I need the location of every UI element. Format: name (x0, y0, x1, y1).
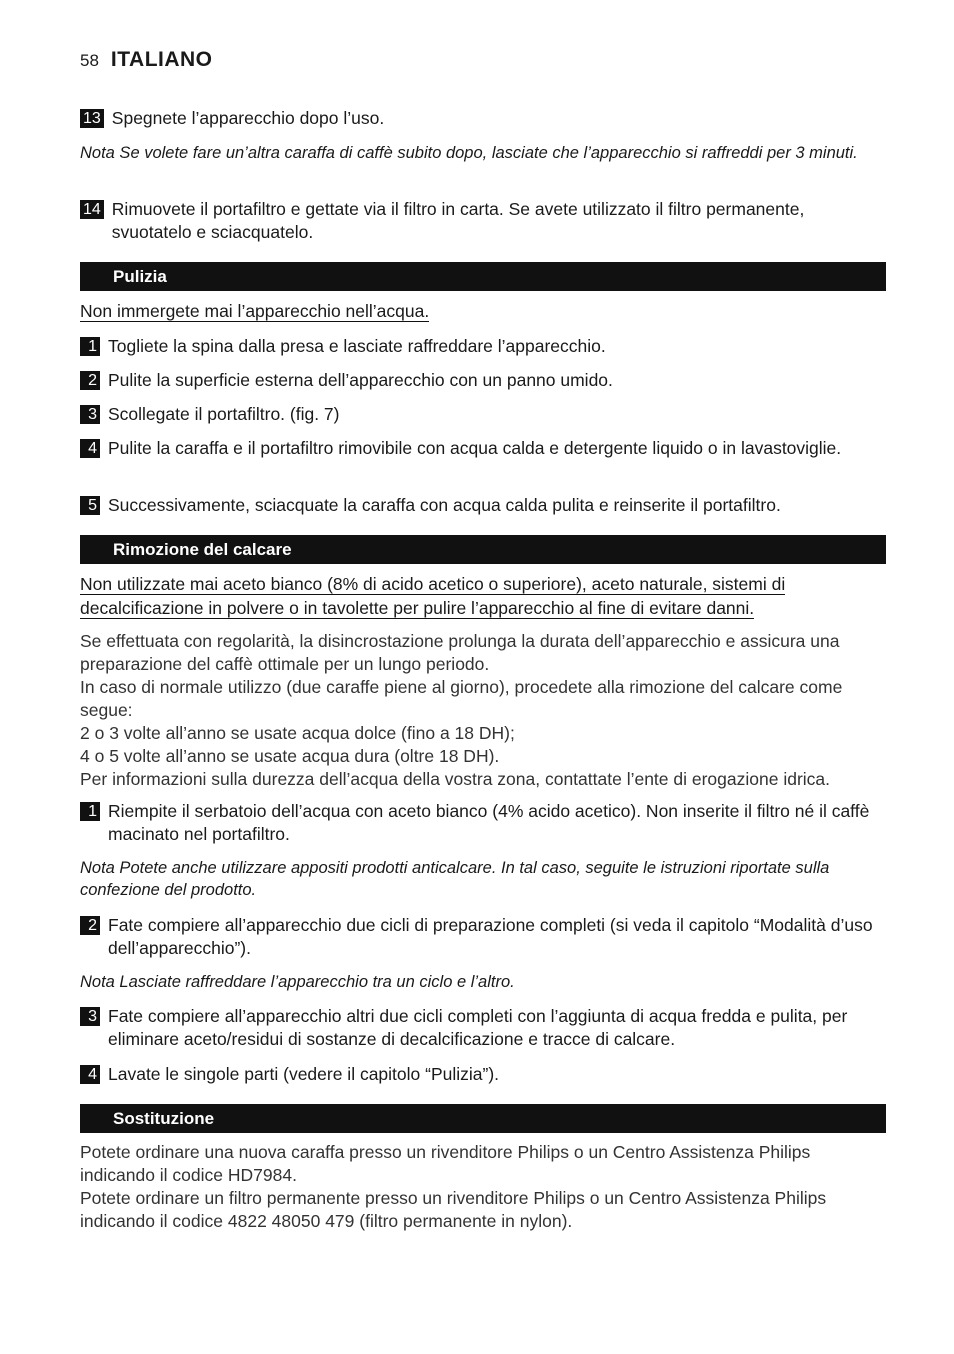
step-number: 2 (80, 916, 100, 935)
step-number: 13 (80, 109, 104, 128)
step-text: Rimuovete il portafiltro e gettate via il filtro in carta. Se avete utilizzato il filtro permanente, svuotatelo e sciacquatelo. (111, 199, 805, 242)
step-number: 1 (80, 337, 100, 356)
intro-paragraph: 2 o 3 volte all’anno se usate acqua dolce (fino a 18 DH); (80, 723, 515, 743)
warning-text: Non immergete mai l’apparecchio nell’acqua. (80, 301, 430, 321)
step-text: Fate compiere all’apparecchio altri due cicli completi con l’aggiunta di acqua fredda e pulita, per eliminare aceto/residui di sostanze di decalcificazione e tracce di calcare. (108, 1006, 848, 1049)
cleaning-step-3 (80, 403, 886, 426)
warning-line-2: decalcificazione in polvere o in tavolette per pulire l’apparecchio al fine di evitare danni. (80, 598, 755, 618)
step-number: 3 (80, 1007, 100, 1026)
step-number: 5 (80, 496, 100, 515)
note-descaling-products: Nota Potete anche utilizzare appositi prodotti anticalcare. In tal caso, seguite le istruzioni riportate sulla confezione del prodotto. (80, 859, 830, 899)
replacement-text (80, 1141, 886, 1233)
replacement-paragraph: Potete ordinare un filtro permanente presso un rivenditore Philips o un Centro Assistenza Philips indicando il codice 4822 48050 479 (filtro permanente in nylon). (80, 1188, 827, 1231)
section-heading-cleaning: Pulizia (80, 262, 886, 291)
step-number: 1 (80, 802, 100, 821)
cleaning-step-4 (80, 437, 886, 460)
cleaning-step-1 (80, 335, 886, 358)
intro-paragraph: Per informazioni sulla durezza dell’acqua della vostra zona, contattate l’ente di erogazione idrica. (80, 769, 831, 789)
step-number: 3 (80, 405, 100, 424)
step-13 (80, 107, 886, 130)
intro-paragraph: In caso di normale utilizzo (due caraffe piene al giorno), procedete alla rimozione del calcare come segue: (80, 677, 843, 720)
section-heading-replacement: Sostituzione (80, 1104, 886, 1133)
step-text: Togliete la spina dalla presa e lasciate raffreddare l’apparecchio. (108, 336, 606, 356)
note-cooldown: Nota Se volete fare un’altra caraffa di caffè subito dopo, lasciate che l’apparecchio si raffreddi per 3 minuti. (80, 144, 858, 162)
step-text: Riempite il serbatoio dell’acqua con aceto bianco (4% acido acetico). Non inserite il filtro né il caffè macinato nel portafiltro. (108, 801, 870, 844)
intro-paragraph: Se effettuata con regolarità, la disincrostazione prolunga la durata dell’apparecchio e assicura una preparazione del caffè ottimale per un lungo periodo. (80, 631, 840, 674)
step-number: 2 (80, 371, 100, 390)
step-text: Successivamente, sciacquate la caraffa con acqua calda pulita e reinserite il portafiltro. (108, 495, 781, 515)
descaling-step-3 (80, 1005, 886, 1051)
intro-paragraph: 4 o 5 volte all’anno se usate acqua dura (oltre 18 DH). (80, 746, 500, 766)
step-text: Lavate le singole parti (vedere il capitolo “Pulizia”). (108, 1064, 500, 1084)
step-number: 4 (80, 1065, 100, 1084)
section-heading-descaling: Rimozione del calcare (80, 535, 886, 564)
step-text: Fate compiere all’apparecchio due cicli di preparazione completi (si veda il capitolo “Modalità d’uso dell’apparecchio”). (108, 915, 873, 958)
descaling-step-2 (80, 914, 886, 960)
page-header (80, 48, 213, 72)
step-text: Spegnete l’apparecchio dopo l’uso. (111, 108, 385, 128)
note-cooldown-cycles: Nota Lasciate raffreddare l’apparecchio tra un ciclo e l’altro. (80, 973, 515, 991)
replacement-paragraph: Potete ordinare una nuova caraffa presso un rivenditore Philips o un Centro Assistenza Philips indicando il codice HD7984. (80, 1142, 811, 1185)
step-14 (80, 198, 886, 244)
page-number: 58 (80, 51, 99, 70)
language-title: ITALIANO (110, 48, 213, 71)
descaling-warning (80, 573, 886, 621)
cleaning-step-5 (80, 494, 886, 517)
warning-line-1: Non utilizzate mai aceto bianco (8% di acido acetico o superiore), aceto naturale, sistemi di (80, 574, 786, 594)
step-number: 4 (80, 439, 100, 458)
descaling-step-1 (80, 800, 886, 846)
step-text: Pulite la caraffa e il portafiltro rimovibile con acqua calda e detergente liquido o in lavastoviglie. (108, 438, 842, 458)
cleaning-warning (80, 300, 886, 323)
descaling-intro (80, 630, 886, 791)
cleaning-step-2 (80, 369, 886, 392)
descaling-step-4 (80, 1063, 886, 1086)
step-text: Pulite la superficie esterna dell’apparecchio con un panno umido. (108, 370, 613, 390)
step-number: 14 (80, 200, 104, 219)
step-text: Scollegate il portafiltro. (fig. 7) (108, 404, 340, 424)
